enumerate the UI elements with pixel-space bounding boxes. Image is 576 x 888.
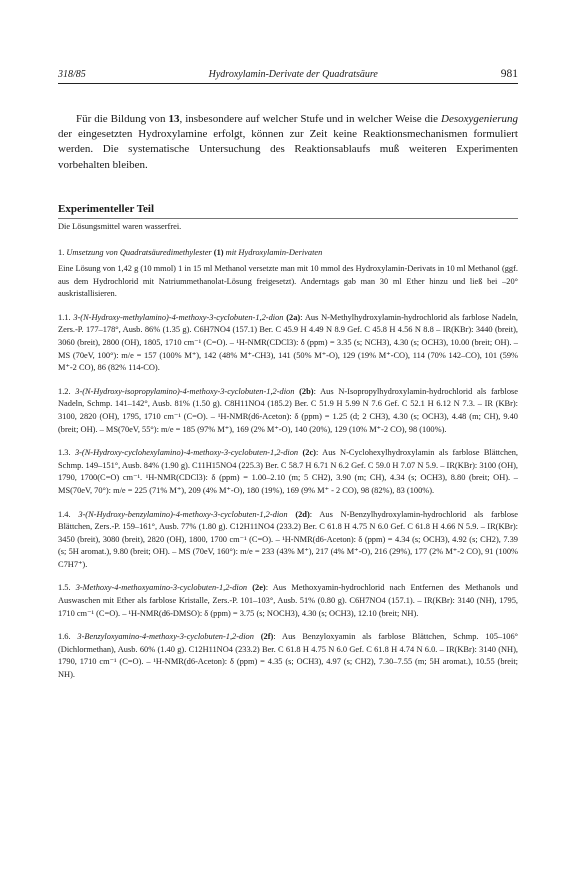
entry-compound-name: 3-(N-Hydroxy-benzylamino)-4-methoxy-3-cyclobuten-1,2-dion	[78, 509, 288, 519]
entry-number: 1.5.	[58, 583, 76, 593]
entry-1-4	[58, 509, 518, 572]
entry-compound-name: 3-(N-Hydroxy-methylamino)-4-methoxy-3-cyclobuten-1,2-dion	[73, 312, 284, 322]
journal-reference: 318/85	[58, 69, 86, 80]
entry-label: (2b)	[299, 386, 314, 396]
entry-label: (2e)	[252, 583, 266, 593]
entry-number: 1.1.	[58, 312, 74, 322]
entry-1-5	[58, 582, 518, 620]
entry-number: 1.3.	[58, 448, 75, 458]
section-rule	[58, 218, 518, 219]
entries-list	[58, 312, 518, 682]
entry-text: : Aus N-Isopropylhydroxylamin-hydrochlorid als farblose Nadeln, Schmp. 141–142°, Ausb. 81% (1.50 g). C8H11NO4 (185.2) Ber. C 51.9 H 5.99 N 7.6 Gef. C 52.1 H 6.12 N 7.3. – IR (KBr): 3100, 2820 (OH), 1795, 1710 cm⁻¹ (C=O). – ¹H-NMR(d6-Aceton): δ (ppm) = 1.25 (d; 2 CH3), 4.30 (s; OCH3), 4.48 (m; CH), 9.40 (breit; OH). – MS(70eV, 55°): m/e = 185 (97% M⁺), 169 (2% M⁺-O), 140 (20%), 129 (10% M⁺-2 CO), 98 (100%).	[58, 386, 518, 434]
general-procedure: Eine Lösung von 1,42 g (10 mmol) 1 in 15 ml Methanol versetzte man mit 10 mmol des Hydroxylamin-Derivats in 10 ml Methanol (ggf. aus dem Hydrochlorid mit Natriummethanolat-Lösung freigesetzt). Anderntags gab man 30 ml Ether hinzu und ließ bei –20° auskristallisieren.	[58, 264, 518, 299]
subsection-compound: (1)	[213, 248, 224, 258]
subsection-title-a: Umsetzung von Quadratsäuredimethylester	[66, 248, 214, 258]
entry-compound-name: 3-(N-Hydroxy-cyclohexylamino)-4-methoxy-3-cyclobuten-1,2-dion	[74, 448, 299, 458]
entry-1-1	[58, 312, 518, 375]
entry-label: (2d)	[295, 509, 310, 519]
running-title: Hydroxylamin-Derivate der Quadratsäure	[208, 69, 378, 80]
section-title: Experimenteller Teil	[58, 202, 155, 215]
page	[58, 68, 518, 682]
entry-1-2	[58, 386, 518, 436]
intro-text-3: der eingesetzten Hydroxylamine erfolgt, können zur Zeit keine Reaktionsmechanismen formuliert werden. Die systematische Untersuchung des Reaktionsablaufs muß weiteren Experimenten vorbehalten bleiben.	[58, 128, 518, 171]
entry-number: 1.4.	[58, 509, 79, 519]
entry-1-6	[58, 631, 518, 681]
entry-compound-name: 3-Benzyloxyamino-4-methoxy-3-cyclobuten-1,2-dion	[77, 632, 254, 642]
entry-text: : Aus Methoxyamin-hydrochlorid nach Entfernen des Methanols und Auswaschen mit Ether als farblose Kristalle, Zers.-P. 101–103°, Ausb. 51% (0.80 g). C6H7NO4 (157.1). – IR(KBr): 3140 (NH), 1795, 1710 cm⁻¹ (C=O). – ¹H-NMR(d6-DMSO): δ (ppm) = 3.75 (s; NOCH3), 4.30 (s; OCH3), 12.10 (breit; NH).	[58, 583, 518, 618]
entry-label: (2f)	[260, 632, 274, 642]
solvent-note: Die Lösungsmittel waren wasserfrei.	[58, 221, 182, 231]
entry-label: (2c)	[302, 448, 316, 458]
entry-compound-name: 3-(N-Hydroxy-isopropylamino)-4-methoxy-3-cyclobuten-1,2-dion	[75, 386, 295, 396]
running-header	[58, 68, 518, 84]
compound-reference: 13	[168, 113, 180, 125]
entry-number: 1.6.	[58, 632, 78, 642]
subsection-heading	[58, 247, 518, 260]
entry-number: 1.2.	[58, 386, 76, 396]
subsection-number: 1.	[58, 248, 67, 258]
entry-text: : Aus Benzyloxyamin als farblose Blättchen, Schmp. 105–106° (Dichlormethan), Ausb. 60% (1.40 g). C12H11NO4 (233.2) Ber. C 61.8 H 4.75 N 6.0 Gef. C 61.8 H 4.74 N 6.0. – IR(KBr): 3140 (NH), 1790, 1710 cm⁻¹ (C=O). – ¹H-NMR(d6-Aceton): δ (ppm) = 4.35 (s; OCH3), 4.97 (s; CH2), 7.30–7.55 (m; 5H aromat.), 10.55 (breit; NH).	[58, 632, 519, 680]
intro-text-1: Für die Bildung von	[76, 113, 169, 125]
entry-text: : Aus N-Methylhydroxylamin-hydrochlorid als farblose Nadeln, Zers.-P. 177–178°, Ausb. 86% (1.35 g). C6H7NO4 (157.1) Ber. C 45.9 H 4.49 N 8.9 Gef. C 45.8 H 4.56 N 8.8 – IR(KBr): 3440 (breit), 3060 (breit), 2800 (OH), 1805, 1710 cm⁻¹ (C=O). – ¹H-NMR(CDCl3): δ (ppm) = 3.35 (s; NCH3), 4.30 (s; OCH3), 10.00 (breit; OH). – MS (70eV, 100°): m/e = 157 (100% M⁺), 142 (48% M⁺-CH3), 141 (50% M⁺-O), 129 (19% M⁺-CO), 114 (70% 142–CO), 101 (59% M⁺-2 CO), 86 (82% 114-CO).	[58, 312, 519, 373]
entry-label: (2a)	[286, 312, 301, 322]
intro-emphasis: Desoxygenierung	[441, 113, 518, 125]
entry-text: : Aus N-Benzylhydroxylamin-hydrochlorid als farblose Blättchen, Zers.-P. 159–161°, Ausb. 77% (1.80 g). C12H11NO4 (233.2) Ber. C 61.8 H 4.75 N 6.0 Gef. C 61.8 H 4.66 N 5.9. – IR(KBr): 3450 (breit), 3080 (breit), 2820 (OH), 1800, 1700 cm⁻¹ (C=O). – ¹H-NMR(d6-Aceton): δ (ppm) = 4.34 (s; OCH3), 4.92 (s; CH2), 7.39 (s; 5H aromat.), 9.80 (breit; OH). – MS (70eV, 160°): m/e = 233 (43% M⁺), 217 (4% M⁺-O), 216 (29%), 177 (2% M⁺-2 CO), 91 (100% C7H7⁺).	[58, 509, 519, 569]
page-number: 981	[500, 68, 518, 80]
entry-text: : Aus N-Cyclohexylhydroxylamin als farblose Blättchen, Schmp. 149–151°, Ausb. 84% (1.90 g). C11H15NO4 (225.3) Ber. C 58.7 H 6.71 N 6.2 Gef. C 59.0 H 7.07 N 5.9. – IR(KBr): 3100 (OH), 1790, 1700(C=O) cm⁻¹. ¹H-NMR(CDCl3): δ (ppm) = 1.00–2.10 (m; 5 CH2), 3.90 (m; CH), 4.34 (s; OCH3), 8.80 (breit; OH). – MS(70eV, 70°): m/e = 225 (71% M⁺), 209 (4% M⁺-O), 180 (19%), 169 (9% M⁺ - 2 CO), 98 (82%), 83 (100%).	[58, 448, 519, 495]
intro-paragraph	[58, 112, 518, 173]
intro-text-2: , insbesondere auf welcher Stufe und in welcher Weise die	[179, 113, 442, 125]
entry-compound-name: 3-Methoxy-4-methoxyamino-3-cyclobuten-1,2-dion	[75, 583, 248, 593]
subsection-title-b: mit Hydroxylamin-Derivaten	[223, 248, 323, 258]
entry-1-3	[58, 447, 518, 497]
